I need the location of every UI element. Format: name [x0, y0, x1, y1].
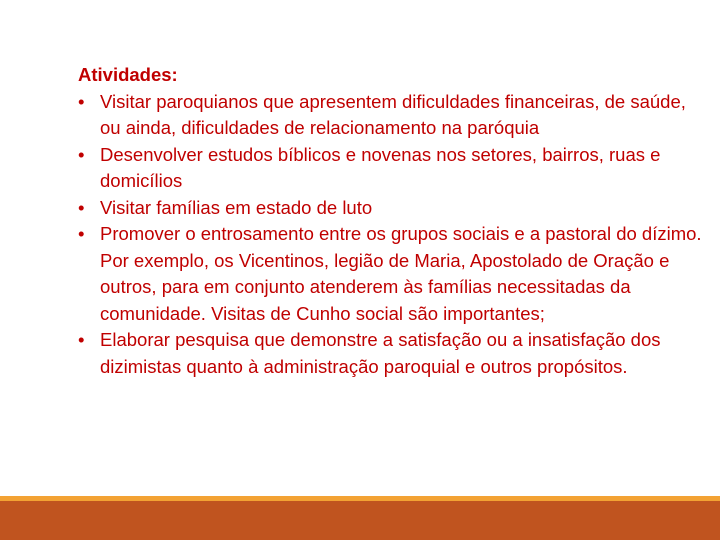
- list-item-text: Visitar paroquianos que apresentem dificuldades financeiras, de saúde, ou ainda, dificuldades de relacionamento na paróquia: [100, 90, 686, 138]
- bullet-icon: •: [78, 143, 85, 165]
- slide-content: [78, 62, 708, 380]
- list-item-text: Promover o entrosamento entre os grupos sociais e a pastoral do dízimo. Por exemplo, os Vicentinos, legião de Maria, Apostolado de Oração e outros, para em conjunto atenderem às famílias necessitadas da comunidade. Visitas de Cunho social são importantes;: [100, 223, 702, 324]
- list-item-text: Visitar famílias em estado de luto: [100, 196, 373, 218]
- list-item: [78, 89, 708, 142]
- bullet-icon: •: [78, 223, 85, 244]
- list-item-text: Desenvolver estudos bíblicos e novenas nos setores, bairros, ruas e domicílios: [100, 143, 661, 191]
- activities-list: [78, 89, 708, 381]
- bullet-icon: •: [78, 196, 85, 218]
- list-item: [78, 195, 708, 222]
- bullet-icon: •: [78, 90, 85, 112]
- list-item: [78, 221, 708, 327]
- list-item-text: Elaborar pesquisa que demonstre a satisfação ou a insatisfação dos dizimistas quanto à administração paroquial e outros propósitos.: [100, 329, 661, 377]
- list-item: [78, 327, 708, 380]
- list-item: [78, 142, 708, 195]
- footer-bar: [0, 501, 720, 540]
- bullet-icon: •: [78, 329, 85, 350]
- slide-heading: Atividades:: [78, 64, 178, 85]
